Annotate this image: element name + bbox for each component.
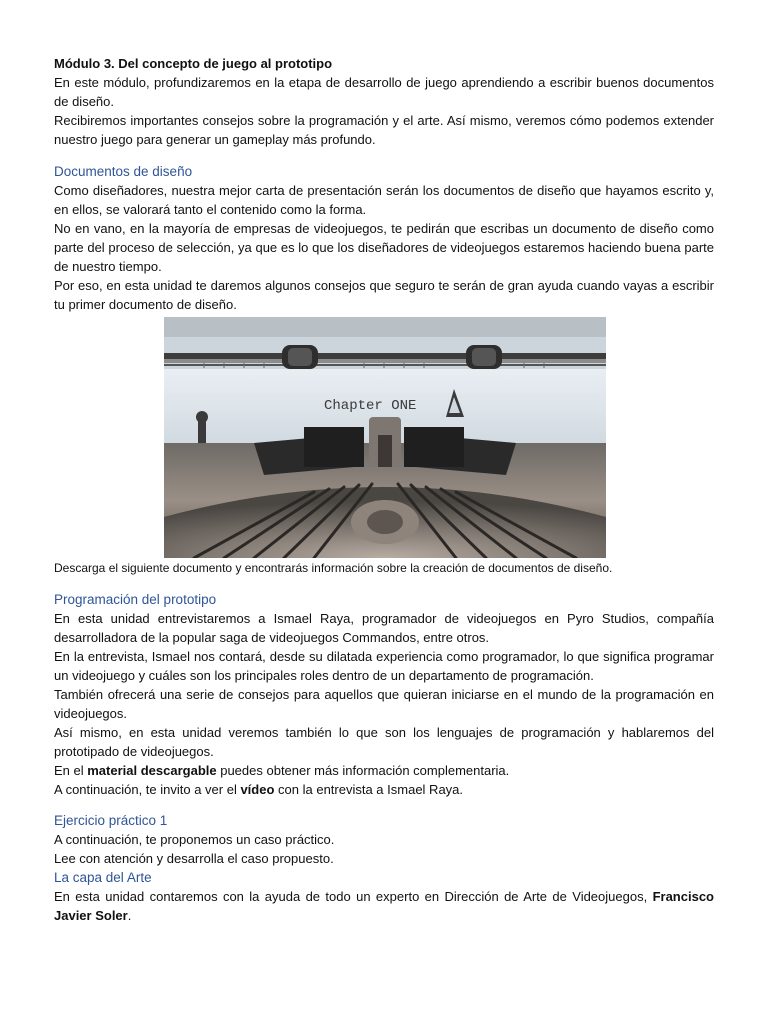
typewriter-text: Chapter ONE	[324, 398, 417, 414]
image-caption	[54, 559, 714, 578]
text: con la entrevista a Ismael Raya.	[274, 782, 464, 797]
module-title: Módulo 3. Del concepto de juego al prototipo	[54, 56, 333, 71]
art-heading: La capa del Arte	[54, 870, 152, 885]
design-docs-paragraph-3: Por eso, en esta unidad te daremos algunos consejos que seguro te serán de gran ayuda cuando vayas a escribir tu primer documento de diseño.	[54, 278, 714, 312]
module-intro-paragraph: En este módulo, profundizaremos en la etapa de desarrollo de juego aprendiendo a escribir buenos documentos de diseño.	[54, 75, 714, 109]
text: .	[127, 908, 132, 923]
design-docs-paragraph-2: No en vano, en la mayoría de empresas de videojuegos, te pedirán que escribas un documento de diseño como parte del proceso de selección, ya que es lo que los diseñadores de videojuegos estaremos haciendo buena parte de nuestro tiempo.	[54, 221, 714, 274]
design-docs-heading: Documentos de diseño	[54, 164, 193, 179]
exercise-paragraph-2: Lee con atención y desarrolla el caso propuesto.	[54, 851, 334, 866]
programming-paragraph-5	[54, 761, 714, 780]
programming-paragraph-2: En la entrevista, Ismael nos contará, desde su dilatada experiencia como programador, lo que significa programar un videojuego y cuáles son los principales roles dentro de un departamento de programación.	[54, 649, 714, 683]
video-link[interactable]: vídeo	[240, 782, 275, 797]
text: En esta unidad contaremos con la ayuda de todo un experto en Dirección de Arte de Videojuegos,	[54, 889, 653, 904]
text: A continuación, te invito a ver el	[54, 782, 241, 797]
expert-name: Francisco Javier Soler	[54, 889, 714, 923]
text: En el	[54, 763, 88, 778]
design-docs-paragraph-1: Como diseñadores, nuestra mejor carta de presentación serán los documentos de diseño que hayamos escrito y, en ellos, se valorará tanto el contenido como la forma.	[54, 183, 714, 217]
document-page	[54, 54, 714, 925]
programming-heading: Programación del prototipo	[54, 592, 217, 607]
caption-text-end: y encontrarás información sobre la creación de documentos de diseño.	[232, 561, 613, 575]
module-intro-paragraph-2: Recibiremos importantes consejos sobre la programación y el arte. Así mismo, veremos cómo podemos extender nuestro juego para generar un gameplay más profundo.	[54, 113, 714, 147]
document-link[interactable]: documento	[172, 561, 233, 575]
exercise-paragraph-1: A continuación, te proponemos un caso práctico.	[54, 832, 335, 847]
caption-text: Descarga el siguiente	[54, 561, 173, 575]
text: puedes obtener más información complementaria.	[216, 763, 510, 778]
programming-paragraph-4: Así mismo, en esta unidad veremos también lo que son los lenguajes de programación y hablaremos del prototipado de videojuegos.	[54, 725, 714, 759]
programming-paragraph-3: También ofrecerá una serie de consejos para aquellos que quieran iniciarse en el mundo de la programación en videojuegos.	[54, 687, 714, 721]
material-download-link[interactable]: material descargable	[87, 763, 217, 778]
exercise-heading: Ejercicio práctico 1	[54, 813, 168, 828]
programming-paragraph-6	[54, 780, 714, 799]
programming-paragraph-1: En esta unidad entrevistaremos a Ismael Raya, programador de videojuegos en Pyro Studios, compañía desarrolladora de la popular saga de videojuegos Commandos, entre otros.	[54, 611, 714, 645]
art-paragraph-1	[54, 887, 714, 925]
typewriter-photo	[164, 317, 606, 558]
